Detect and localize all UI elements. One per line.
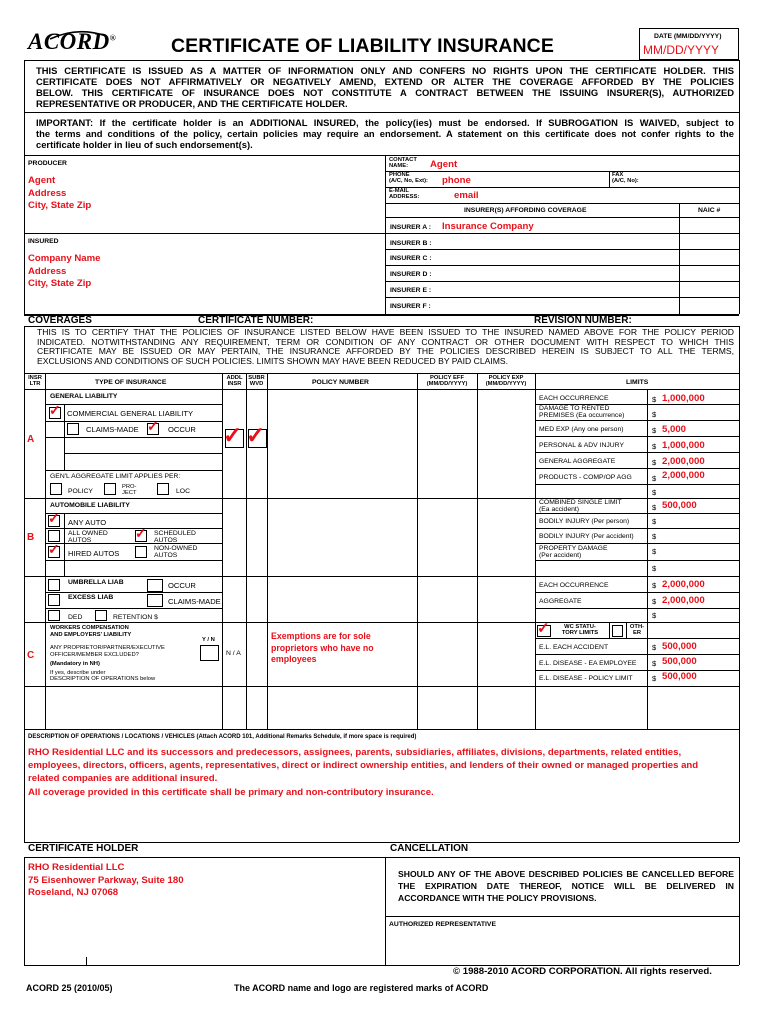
disclaimer-line: THIS CERTIFICATE IS ISSUED AS A MATTER OF INFORMATION ONLY AND CONFERS NO RIGHTS UPON THE CERTIFICATE HOLDER. THIS <box>36 65 734 76</box>
cancellation-text <box>398 869 734 904</box>
occur-check-icon: ✓ <box>147 418 159 434</box>
cancellation-line: SHOULD ANY OF THE ABOVE DESCRIBED POLICIES BE CANCELLED BEFORE <box>398 869 734 879</box>
auto-bi-accident-label: BODILY INJURY (Per accident) <box>539 533 634 540</box>
copyright-notice: © 1988-2010 ACORD CORPORATION. All rights reserved. <box>453 966 712 977</box>
disclaimer-block <box>36 65 734 109</box>
important-line: the terms and conditions of the policy, certain policies may require an endorsement. A statement on this certificate does not confer rights to the <box>36 128 734 139</box>
all-owned-autos-label: ALL OWNED AUTOS <box>68 530 108 545</box>
gl-addl-insr-check-icon: ✓ <box>223 422 243 448</box>
producer-address: Address <box>28 187 67 199</box>
insurer-d-label: INSURER D : <box>390 271 432 278</box>
el-disease-policy-label: E.L. DISEASE - POLICY LIMIT <box>539 675 633 682</box>
gl-each-occurrence-label: EACH OCCURRENCE <box>539 395 609 402</box>
limits-header: LIMITS <box>626 379 649 386</box>
any-auto-check-icon: ✓ <box>48 510 60 526</box>
disclaimer-line: CERTIFICATE DOES NOT AFFIRMATIVELY OR NEGATIVELY AMEND, EXTEND OR ALTER THE COVERAGE AFFORDED BY THE POLICIES <box>36 76 734 87</box>
description-line: related companies are additional insured. <box>28 773 218 785</box>
wc-yn-label: Y / N <box>202 637 215 643</box>
commercial-gl-check-icon: ✓ <box>49 402 61 418</box>
umbrella-each-occurrence-value[interactable]: 2,000,000 <box>662 579 705 590</box>
excess-liab-label: EXCESS LIAB <box>68 594 114 601</box>
naic-label: NAIC # <box>698 207 721 214</box>
dollar-sign: $ <box>652 581 657 590</box>
description-line: employees, directors, officers, agents, representatives, direct or indirect ownership entities, and lenders of their owned or managed properties and <box>28 760 699 772</box>
phone-field[interactable]: phone <box>442 175 471 186</box>
important-line: certificate holder in lieu of such endorsement(s). <box>36 139 253 150</box>
date-box <box>639 28 739 60</box>
holder-name: RHO Residential LLC <box>28 862 125 873</box>
el-disease-employee-label: E.L. DISEASE - EA EMPLOYEE <box>539 660 637 667</box>
important-line: IMPORTANT: If the certificate holder is an ADDITIONAL INSURED, the policy(ies) must be endorsed. If SUBROGATION IS WAIVED, subject to <box>36 117 734 128</box>
policy-eff-header: POLICY EFF (MM/DD/YYYY) <box>426 375 468 388</box>
cancellation-label: CANCELLATION <box>390 843 469 854</box>
gl-products-agg-label: PRODUCTS - COMP/OP AGG <box>539 474 632 481</box>
commercial-gl-label: COMMERCIAL GENERAL LIABILITY <box>67 409 194 418</box>
gl-personal-adv-value[interactable]: 1,000,000 <box>662 440 705 451</box>
agg-project-checkbox[interactable] <box>104 483 116 495</box>
description-line: All coverage provided in this certificate shall be primary and non-contributory insurance. <box>28 786 434 798</box>
phone-label: PHONE (A/C, No, Ext): <box>389 172 428 185</box>
insr-ltr-header: INSR LTR <box>28 375 42 388</box>
description-line: RHO Residential LLC and its successors and predecessors, assignees, parents, subsidiaries, affiliates, divisions, departments, related entities, <box>28 747 682 758</box>
occur-label: OCCUR <box>168 425 196 434</box>
gl-title: GENERAL LIABILITY <box>50 393 118 400</box>
gl-general-aggregate-label: GENERAL AGGREGATE <box>539 458 616 465</box>
agg-policy-label: POLICY <box>68 488 93 495</box>
holder-city: Roseland, NJ 07068 <box>28 887 119 898</box>
producer-info <box>28 175 91 213</box>
certify-line: EXCLUSIONS AND CONDITIONS OF SUCH POLICIES. LIMITS SHOWN MAY HAVE BEEN REDUCED BY PAID CLAIMS. <box>37 355 508 366</box>
form-number: ACORD 25 (2010/05) <box>26 983 113 993</box>
agg-loc-label: LOC <box>176 488 190 495</box>
email-field[interactable]: email <box>454 190 479 201</box>
wc-mandatory-label: (Mandatory in NH) <box>50 661 100 667</box>
disclaimer-line: REPRESENTATIVE OR PRODUCER, AND THE CERTIFICATE HOLDER. <box>36 98 348 109</box>
ded-checkbox[interactable] <box>48 610 60 621</box>
subr-wvd-header: SUBR WVD <box>248 375 265 388</box>
scheduled-autos-check-icon: ✓ <box>135 525 147 541</box>
wc-proprietor-label: ANY PROPRIETOR/PARTNER/EXECUTIVE OFFICER/MEMBER EXCLUDED? <box>50 645 165 658</box>
hired-autos-label: HIRED AUTOS <box>68 549 120 558</box>
el-disease-employee-value[interactable]: 500,000 <box>662 656 697 667</box>
authorized-representative-label: AUTHORIZED REPRESENTATIVE <box>389 921 496 928</box>
umbrella-occur-label: OCCUR <box>168 581 196 590</box>
gl-subr-wvd-check-icon: ✓ <box>246 422 266 448</box>
policy-number-header: POLICY NUMBER <box>312 379 369 386</box>
umbrella-aggregate-label: AGGREGATE <box>539 598 582 605</box>
hired-autos-check-icon: ✓ <box>48 541 60 557</box>
certify-block <box>37 328 734 366</box>
wc-na-label: N / A <box>226 650 241 657</box>
gl-damage-rented-label: DAMAGE TO RENTED PREMISES (Ea occurrence) <box>539 405 625 420</box>
description-label: DESCRIPTION OF OPERATIONS / LOCATIONS / VEHICLES (Attach ACORD 101, Additional Remarks Schedule, if more space is required) <box>28 734 417 740</box>
email-label: E-MAIL ADDRESS: <box>389 188 420 201</box>
logo-registered-mark: ® <box>109 33 117 43</box>
auto-combined-single-label: COMBINED SINGLE LIMIT (Ea accident) <box>539 499 622 514</box>
insured-label: INSURED <box>28 238 59 245</box>
cancellation-line: THE EXPIRATION DATE THEREOF, NOTICE WILL BE DELIVERED IN <box>398 880 734 891</box>
gl-aggregate-applies-label: GEN'L AGGREGATE LIMIT APPLIES PER: <box>50 473 181 480</box>
insured-address: Address <box>28 265 67 277</box>
excess-liab-checkbox[interactable] <box>48 594 60 606</box>
wc-statutory-check-icon: ✓ <box>537 620 550 637</box>
addl-insr-header: ADDL INSR <box>226 375 243 388</box>
gl-each-occurrence-value[interactable]: 1,000,000 <box>662 393 705 404</box>
dollar-sign: $ <box>652 474 657 483</box>
wc-other-checkbox[interactable] <box>612 625 623 637</box>
claims-made-label: CLAIMS-MADE <box>86 425 139 434</box>
revision-number-label: REVISION NUMBER: <box>534 315 632 326</box>
umbrella-each-occurrence-label: EACH OCCURRENCE <box>539 582 609 589</box>
wc-title: WORKERS COMPENSATION AND EMPLOYERS' LIABILITY <box>50 625 132 638</box>
auto-title: AUTOMOBILE LIABILITY <box>50 502 130 509</box>
claims-made-checkbox[interactable] <box>67 423 79 435</box>
date-label: DATE (MM/DD/YYYY) <box>654 33 722 40</box>
producer-name: Agent <box>28 175 56 186</box>
important-block <box>36 117 734 150</box>
retention-label: RETENTION $ <box>113 614 158 621</box>
dollar-sign: $ <box>652 597 657 606</box>
dollar-sign: $ <box>652 611 657 620</box>
disclaimer-line: BELOW. THIS CERTIFICATE OF INSURANCE DOES NOT CONSTITUTE A CONTRACT BETWEEN THE ISSUING INSURER(S), AUTHORIZED <box>36 87 734 98</box>
agg-project-label: PRO- JECT <box>122 484 137 497</box>
insured-info <box>28 253 101 291</box>
dollar-sign: $ <box>652 674 657 683</box>
insurers-header: INSURER(S) AFFORDING COVERAGE <box>464 207 587 214</box>
dollar-sign: $ <box>652 410 657 419</box>
retention-checkbox[interactable] <box>95 610 107 621</box>
dollar-sign: $ <box>652 564 657 573</box>
dollar-sign: $ <box>652 503 657 512</box>
insurer-c-label: INSURER C : <box>390 255 432 262</box>
dollar-sign: $ <box>652 458 657 467</box>
gl-general-aggregate-value[interactable]: 2,000,000 <box>662 456 705 467</box>
el-disease-policy-value[interactable]: 500,000 <box>662 671 697 682</box>
non-owned-autos-label: NON-OWNED AUTOS <box>154 545 198 560</box>
insured-name: Company Name <box>28 253 101 264</box>
insured-city: City, State Zip <box>28 278 92 289</box>
wc-statutory-label: WC STATU- TORY LIMITS <box>561 624 599 637</box>
auto-combined-single-value[interactable]: 500,000 <box>662 500 697 511</box>
umbrella-claims-made-label: CLAIMS-MADE <box>168 597 221 606</box>
gl-personal-adv-label: PERSONAL & ADV INJURY <box>539 442 624 449</box>
auto-bi-person-label: BODILY INJURY (Per person) <box>539 518 630 525</box>
insurer-b-label: INSURER B : <box>390 240 432 247</box>
auto-insurer-letter: B <box>27 532 35 543</box>
description-text <box>28 746 737 799</box>
agg-loc-checkbox[interactable] <box>157 483 169 495</box>
insurer-a-label: INSURER A : <box>390 224 432 231</box>
type-header: TYPE OF INSURANCE <box>95 379 167 386</box>
wc-policy-note: Exemptions are for sole proprietors who have no employees <box>271 631 374 665</box>
gl-med-exp-label: MED EXP (Any one person) <box>539 426 624 433</box>
auto-property-damage-label: PROPERTY DAMAGE (Per accident) <box>539 545 608 560</box>
el-each-accident-value[interactable]: 500,000 <box>662 641 697 652</box>
non-owned-autos-checkbox[interactable] <box>135 546 147 558</box>
page-title: CERTIFICATE OF LIABILITY INSURANCE <box>171 35 554 57</box>
gl-products-agg-value[interactable]: 2,000,000 <box>662 470 705 481</box>
dollar-sign: $ <box>652 442 657 451</box>
dollar-sign: $ <box>652 532 657 541</box>
contact-name-label: CONTACT NAME: <box>389 157 417 170</box>
policy-exp-header: POLICY EXP (MM/DD/YYYY) <box>485 375 527 388</box>
producer-city: City, State Zip <box>28 200 92 211</box>
wc-other-label: OTH- ER <box>629 624 645 637</box>
logo-swoosh-icon <box>48 27 108 45</box>
logo-text: ACORD <box>28 29 110 54</box>
umbrella-occur-checkbox[interactable] <box>147 579 163 592</box>
umbrella-liab-label: UMBRELLA LIAB <box>68 579 124 586</box>
wc-insurer-letter: C <box>27 650 35 661</box>
umbrella-aggregate-value[interactable]: 2,000,000 <box>662 595 705 606</box>
umbrella-claims-made-checkbox[interactable] <box>147 594 163 607</box>
holder-street: 75 Eisenhower Parkway, Suite 180 <box>28 874 184 886</box>
dollar-sign: $ <box>652 426 657 435</box>
agg-policy-checkbox[interactable] <box>50 483 62 495</box>
cancellation-line: ACCORDANCE WITH THE POLICY PROVISIONS. <box>398 892 597 903</box>
dollar-sign: $ <box>652 517 657 526</box>
umbrella-liab-checkbox[interactable] <box>48 579 60 591</box>
dollar-sign: $ <box>652 547 657 556</box>
dollar-sign: $ <box>652 643 657 652</box>
insurer-e-label: INSURER E : <box>390 287 432 294</box>
gl-med-exp-value[interactable]: 5,000 <box>662 424 687 435</box>
certificate-number-label: CERTIFICATE NUMBER: <box>198 315 314 326</box>
ded-label: DED <box>68 614 83 621</box>
producer-label: PRODUCER <box>28 160 67 167</box>
date-field[interactable]: MM/DD/YYYY <box>643 43 720 57</box>
dollar-sign: $ <box>652 488 657 497</box>
fax-label: FAX (A/C, No): <box>612 172 639 185</box>
coverages-label: COVERAGES <box>28 315 92 326</box>
dollar-sign: $ <box>652 659 657 668</box>
certify-line: THIS IS TO CERTIFY THAT THE POLICIES OF INSURANCE LISTED BELOW HAVE BEEN ISSUED TO THE INSURED NAMED ABOVE FOR THE POLICY PERIOD <box>37 327 734 337</box>
certify-line: CERTIFICATE MAY BE ISSUED OR MAY PERTAIN, THE INSURANCE AFFORDED BY THE POLICIES DESCRIBED HEREIN IS SUBJECT TO ALL THE TERMS, <box>37 346 734 357</box>
scheduled-autos-label: SCHEDULED AUTOS <box>154 530 196 545</box>
wc-excluded-checkbox[interactable] <box>200 645 219 661</box>
dollar-sign: $ <box>652 395 657 404</box>
el-each-accident-label: E.L. EACH ACCIDENT <box>539 644 609 651</box>
trademark-notice: The ACORD name and logo are registered marks of ACORD <box>234 983 489 993</box>
insurer-a-field[interactable]: Insurance Company <box>442 221 534 232</box>
contact-name-field[interactable]: Agent <box>430 159 458 170</box>
holder-address <box>28 862 184 900</box>
gl-insurer-letter: A <box>27 434 35 445</box>
any-auto-label: ANY AUTO <box>68 518 107 527</box>
certify-line: INDICATED. NOTWITHSTANDING ANY REQUIREMENT, TERM OR CONDITION OF ANY CONTRACT OR OTHER DOCUMENT WITH RESPECT TO WHICH THIS <box>37 336 734 347</box>
insurer-f-label: INSURER F : <box>390 303 431 310</box>
wc-describe-label: If yes, describe under DESCRIPTION OF OPERATIONS below <box>50 670 156 683</box>
certificate-holder-label: CERTIFICATE HOLDER <box>28 843 139 854</box>
